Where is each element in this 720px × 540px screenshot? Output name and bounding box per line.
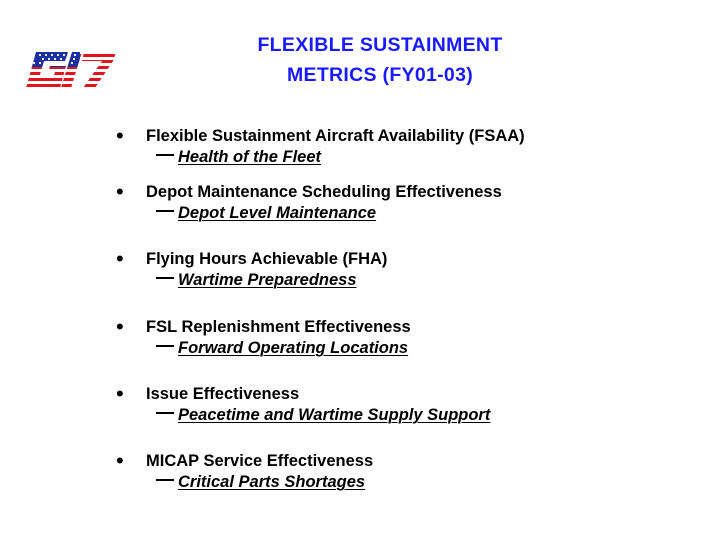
slide-title [180, 30, 580, 90]
list-item [0, 383, 720, 443]
metric-sub-label: Health of the Fleet [178, 148, 322, 166]
list-item [0, 125, 720, 185]
metric-label: Depot Maintenance Scheduling Effectiveness [146, 183, 502, 201]
bullet-icon: • [116, 381, 124, 406]
bullet-icon: • [116, 448, 124, 473]
metric-subitem [156, 472, 365, 492]
flag-logo-icon [22, 48, 118, 94]
dash-icon [156, 479, 174, 481]
metric-sub-label: Peacetime and Wartime Supply Support [178, 406, 491, 424]
bullet-icon: • [116, 179, 124, 204]
dash-icon [156, 345, 174, 347]
list-item [0, 450, 720, 510]
metric-sub-label: Depot Level Maintenance [178, 204, 377, 222]
metric-subitem [156, 338, 408, 358]
metric-subitem [156, 270, 357, 290]
dash-icon [156, 154, 174, 156]
metric-label: Issue Effectiveness [146, 385, 300, 403]
metric-sub-label: Wartime Preparedness [178, 271, 357, 289]
list-item [0, 181, 720, 241]
slide-title-line-1: FLEXIBLE SUSTAINMENT [257, 34, 503, 56]
dash-icon [156, 277, 174, 279]
metric-sub-label: Critical Parts Shortages [178, 473, 366, 491]
metric-subitem [156, 203, 376, 223]
list-item [0, 316, 720, 376]
bullet-icon: • [116, 246, 124, 271]
metric-sub-label: Forward Operating Locations [178, 339, 409, 357]
metric-label: Flying Hours Achievable (FHA) [146, 250, 388, 268]
dash-icon [156, 210, 174, 212]
list-item [0, 248, 720, 308]
metric-label: MICAP Service Effectiveness [146, 452, 374, 470]
slide-title-line-2: METRICS (FY01-03) [286, 64, 474, 86]
metric-label: Flexible Sustainment Aircraft Availability (FSAA) [146, 127, 525, 145]
bullet-icon: • [116, 123, 124, 148]
bullet-icon: • [116, 314, 124, 339]
dash-icon [156, 412, 174, 414]
metric-subitem [156, 405, 490, 425]
metric-label: FSL Replenishment Effectiveness [146, 318, 411, 336]
metric-subitem [156, 147, 321, 167]
